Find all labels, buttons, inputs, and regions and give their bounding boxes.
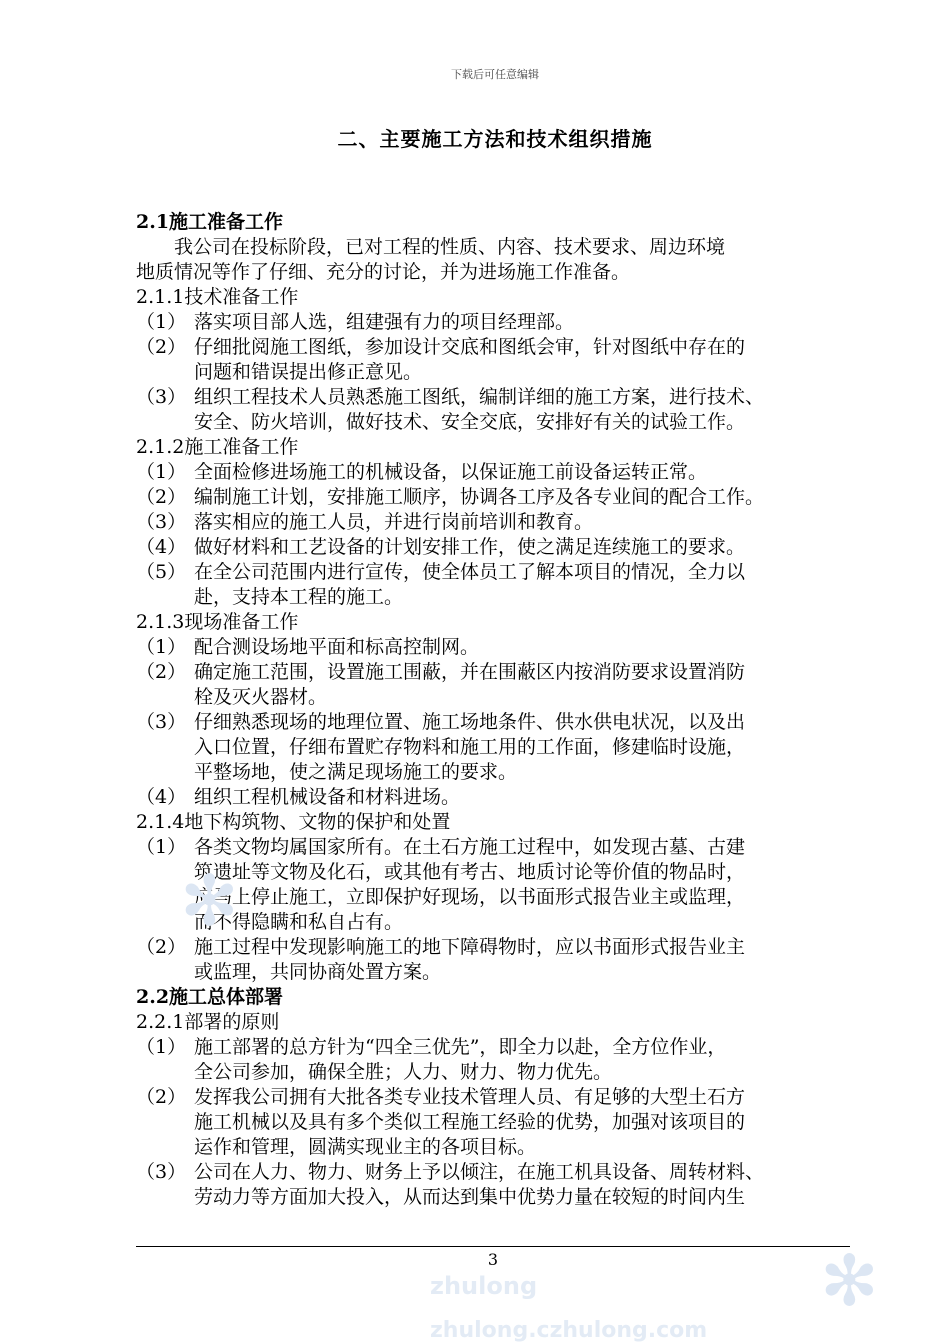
document-title: 二、主要施工方法和技术组织措施: [337, 127, 653, 151]
watermark-text: zhulong.czhulong.com: [430, 1318, 708, 1343]
list-item-text: 落实相应的施工人员，并进行岗前培训和教育。: [194, 511, 594, 533]
list-item-continuation: 问题和错误提出修正意见。: [194, 361, 423, 383]
list-item-text: 落实项目部人选，组建强有力的项目经理部。: [194, 311, 575, 333]
list-item: [136, 635, 866, 660]
list-item: [136, 935, 866, 960]
subsection-heading: 2.1.4地下构筑物、文物的保护和处置: [136, 811, 451, 833]
list-item-text: 配合测设场地平面和标高控制网。: [194, 636, 480, 658]
list-item-text: 仔细熟悉现场的地理位置、施工场地条件、供水供电状况，以及出: [194, 711, 746, 733]
list-item-text: 组织工程技术人员熟悉施工图纸，编制详细的施工方案，进行技术、: [194, 386, 765, 408]
subsection-heading: 2.1.2施工准备工作: [136, 436, 299, 458]
list-item-text: 做好材料和工艺设备的计划安排工作，使之满足连续施工的要求。: [194, 536, 746, 558]
list-item-continuation: 赴，支持本工程的施工。: [194, 586, 404, 608]
list-item-number: （1）: [136, 461, 187, 483]
watermark-text: zhulong: [430, 1272, 538, 1300]
footer-rule: [136, 1246, 850, 1247]
list-item-number: （2）: [136, 336, 187, 358]
document-body: [136, 210, 866, 1210]
list-item-continuation: 劳动力等方面加大投入，从而达到集中优势力量在较短的时间内生: [194, 1186, 746, 1208]
section-heading: 2.1施工准备工作: [136, 211, 284, 233]
list-item: [136, 335, 866, 360]
subsection-heading: 2.1.1技术准备工作: [136, 286, 299, 308]
list-item-continuation: 平整场地，使之满足现场施工的要求。: [194, 761, 518, 783]
list-item-number: （4）: [136, 786, 187, 808]
list-item-number: （3）: [136, 511, 187, 533]
list-item: [136, 460, 866, 485]
list-item-text: 公司在人力、物力、财务上予以倾注，在施工机具设备、周转材料、: [194, 1161, 765, 1183]
list-item-number: （1）: [136, 1036, 187, 1058]
list-item-number: （2）: [136, 936, 187, 958]
list-item-continuation: 栓及灭火器材。: [194, 686, 328, 708]
section-heading: 2.2施工总体部署: [136, 986, 284, 1008]
list-item-continuation: 筑遗址等文物及化石，或其他有考古、地质讨论等价值的物品时，: [194, 861, 746, 883]
list-item-number: （1）: [136, 836, 187, 858]
list-item: [136, 560, 866, 585]
list-item-number: （2）: [136, 486, 187, 508]
list-item: [136, 535, 866, 560]
list-item-number: （4）: [136, 536, 187, 558]
paragraph-line: 地质情况等作了仔细、充分的讨论，并为进场施工作准备。: [136, 261, 631, 283]
list-item: [136, 385, 866, 410]
list-item-number: （1）: [136, 311, 187, 333]
list-item-text: 仔细批阅施工图纸，参加设计交底和图纸会审，针对图纸中存在的: [194, 336, 746, 358]
list-item: [136, 1160, 866, 1185]
list-item-continuation: 施工机械以及具有多个类似工程施工经验的优势，加强对该项目的: [194, 1111, 746, 1133]
list-item-number: （3）: [136, 1161, 187, 1183]
list-item: [136, 510, 866, 535]
list-item-continuation: 或监理，共同协商处置方案。: [194, 961, 442, 983]
list-item-continuation: 应马上停止施工，立即保护好现场，以书面形式报告业主或监理，: [194, 886, 746, 908]
list-item-text: 确定施工范围，设置施工围蔽，并在围蔽区内按消防要求设置消防: [194, 661, 746, 683]
list-item-number: （3）: [136, 711, 187, 733]
list-item-continuation: 全公司参加，确保全胜；人力、财力、物力优先。: [194, 1061, 613, 1083]
list-item-text: 组织工程机械设备和材料进场。: [194, 786, 461, 808]
list-item: [136, 710, 866, 735]
list-item: [136, 485, 866, 510]
list-item-text: 发挥我公司拥有大批各类专业技术管理人员、有足够的大型土石方: [194, 1086, 746, 1108]
list-item: [136, 1035, 866, 1060]
list-item-continuation: 入口位置，仔细布置贮存物料和施工用的工作面，修建临时设施，: [194, 736, 746, 758]
list-item-text: 施工过程中发现影响施工的地下障碍物时，应以书面形式报告业主: [194, 936, 746, 958]
list-item-continuation: 安全、防火培训，做好技术、安全交底，安排好有关的试验工作。: [194, 411, 746, 433]
list-item-text: 各类文物均属国家所有。在土石方施工过程中，如发现古墓、古建: [194, 836, 746, 858]
list-item-number: （1）: [136, 636, 187, 658]
header-note: 下载后可任意编辑: [451, 68, 539, 81]
list-item: [136, 835, 866, 860]
list-item-text: 全面检修进场施工的机械设备，以保证施工前设备运转正常。: [194, 461, 708, 483]
list-item: [136, 660, 866, 685]
list-item-text: 在全公司范围内进行宣传，使全体员工了解本项目的情况，全力以: [194, 561, 746, 583]
watermark-snowflake-icon: ✻: [820, 1240, 879, 1322]
list-item: [136, 1085, 866, 1110]
list-item-continuation: 运作和管理，圆满实现业主的各项目标。: [194, 1136, 537, 1158]
paragraph-line: 我公司在投标阶段，已对工程的性质、内容、技术要求、周边环境: [174, 236, 726, 258]
list-item: [136, 785, 866, 810]
list-item: [136, 310, 866, 335]
list-item-number: （3）: [136, 386, 187, 408]
list-item-number: （5）: [136, 561, 187, 583]
list-item-text: 施工部署的总方针为“四全三优先”，即全力以赴，全方位作业，: [194, 1036, 727, 1058]
subsection-heading: 2.1.3现场准备工作: [136, 611, 299, 633]
subsection-heading: 2.2.1部署的原则: [136, 1011, 280, 1033]
list-item-text: 编制施工计划，安排施工顺序，协调各工序及各专业间的配合工作。: [194, 486, 765, 508]
page-number: 3: [487, 1250, 499, 1269]
list-item-number: （2）: [136, 1086, 187, 1108]
watermark-snowflake-icon: ✻: [180, 860, 239, 942]
list-item-number: （2）: [136, 661, 187, 683]
list-item-continuation: 而不得隐瞒和私自占有。: [194, 911, 404, 933]
